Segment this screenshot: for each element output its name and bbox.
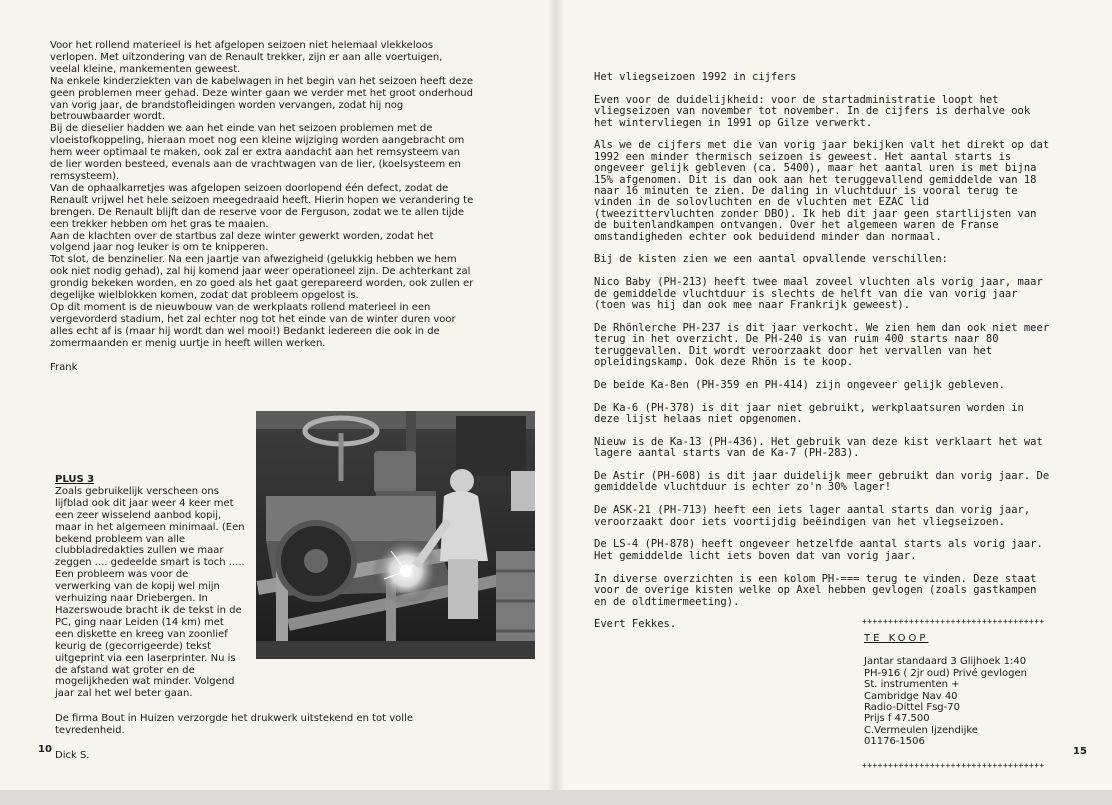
ad-line: PH-916 ( 2jr oud) Privé gevlogen xyxy=(864,667,1027,679)
article-signature: Frank xyxy=(50,361,78,373)
rolling-stock-article xyxy=(50,40,475,373)
ad-line: 01176-1506 xyxy=(864,736,925,748)
article-paragraph: Nico Baby (PH-213) heeft twee maal zoveel vluchten als vorig jaar, maar de gemiddelde vluchtduur is slechts de helft van die van vorig jaar (toen was hij dan ook mee naar Frankrijk geweest). xyxy=(594,276,1043,312)
ad-title: TE KOOP xyxy=(864,633,929,644)
article-paragraph: Aan de klachten over de startbus zal deze winter gewerkt worden, zodat het volgend jaar nog leuker is om te knipperen. xyxy=(50,230,434,254)
article-paragraph: De Ka-6 (PH-378) is dit jaar niet gebruikt, werkplaatsuren worden in deze lijst helaas niet opgenomen. xyxy=(594,401,1024,426)
ad-line: Jantar standaard 3 Glijhoek 1:40 xyxy=(864,656,1027,668)
plus3-title: PLUS 3 xyxy=(55,474,95,485)
article-paragraph: Als we de cijfers met die van vorig jaar bekijken valt het direkt op dat 1992 een minder thermisch seizoen is geweest. Het aantal starts is ongeveer gelijk gebleven (ca. 5400), maar het aantal uren is met bijna 15% afgenomen. Dit is dan ook aan het teruggevallend gemiddelde van 18 naar 16 minuten te zien. De daling in vluchtduur is vooral terug te vinden in de solovluchten en de vluchten met EZAC lid (tweezittervluchten zonder DBO). Ik heb dit jaar geen startlijsten van de buitenlandkampen ontvangen. Over het algemeen waren de Franse omstandigheden echter ook beduidend minder dan normaal. xyxy=(594,139,1050,243)
divider-top: +++++++++++++++++++++++++++++++++++ xyxy=(862,617,1045,626)
plus3-closing-block xyxy=(55,713,475,737)
article-paragraph: Van de ophaalkarretjes was afgelopen seizoen doorlopend één defect, zodat de Renault vrijwel het hele seizoen meegedraaid heeft. Hierin hopen we verandering te brengen. De Renault blijft dan de reserve voor de Ferguson, zodat we te allen tijde een trekker hebben om het gras te maaien. xyxy=(50,182,474,230)
divider-bottom: +++++++++++++++++++++++++++++++++++ xyxy=(862,761,1045,770)
article-paragraph: Even voor de duidelijkheid: voor de startadministratie loopt het vliegseizoen van november tot november. In de cijfers is derhalve ook het wintervliegen in 1991 op Gilze verwerkt. xyxy=(594,93,1031,129)
ad-line: St. instrumenten + xyxy=(864,679,960,691)
plus3-signature: Dick S. xyxy=(55,750,90,761)
bottom-shadow xyxy=(0,790,1112,805)
article-signature: Evert Fekkes. xyxy=(594,618,677,631)
ad-line: Radio-Dittel Fsg-70 xyxy=(864,702,960,714)
for-sale-ad xyxy=(864,633,1074,748)
article-paragraph: De LS-4 (PH-878) heeft ongeveer hetzelfde aantal starts als vorig jaar. Het gemiddelde licht iets boven dat van vorig jaar. xyxy=(594,538,1043,562)
plus3-closing: De firma Bout in Huizen verzorgde het drukwerk uitstekend en tot volle tevredenheid. xyxy=(55,713,414,736)
plus3-section xyxy=(55,474,245,700)
article-paragraph: De beide Ka-8en (PH-359 en PH-414) zijn ongeveer gelijk gebleven. xyxy=(594,378,1005,391)
article-paragraph: Op dit moment is de nieuwbouw van de werkplaats rollend materieel in een vergevorderd stadium, het zal echter nog tot het einde van de winter duren voor alles echt af is (maar hij wordt dan wel mooi!) Bedankt iedereen die ook in de zomermaanden er menig uurtje in heeft willen werken. xyxy=(50,301,456,349)
article-title: Het vliegseizoen 1992 in cijfers xyxy=(594,71,797,83)
article-paragraph: Na enkele kinderziekten van de kabelwagen in het begin van het seizoen heeft deze geen problemen meer gehad. Deze winter gaan we verder met het groot onderhoud van vorig jaar, de brandstofleidingen worden vervangen, zodat hij nog betrouwbaarder wordt. xyxy=(50,75,473,123)
welding-tractor-illustration xyxy=(256,411,535,659)
plus3-body: Zoals gebruikelijk verscheen ons lijfblad ook dit jaar weer 4 keer met een zeer wisselend aanbod kopij, maar in het algemeen minimaal. (Een bekend probleem van alle clubbladredakties zullen we maar zeggen .... gedeelde smart is toch ..... Een probleem was voor de verwerking van de kopij wel mijn verhuizing naar Driebergen. In Hazerswoude bracht ik de tekst in de PC, ging naar Leiden (14 km) met een diskette en kreeg van zoonlief keurig de (gecorrigeerde) tekst uitgeprint via een laserprinter. Nu is de afstand wat groter en de mogelijkheden wat minder. Volgend jaar zal het wel beter gaan. xyxy=(55,485,245,700)
article-paragraph: Nieuw is de Ka-13 (PH-436). Het gebruik van deze kist verklaart het wat lagere aantal starts van de Ka-7 (PH-283). xyxy=(594,435,1043,460)
article-paragraph: De Rhönlerche PH-237 is dit jaar verkocht. We zien hem dan ook niet meer terug in het overzicht. De PH-240 is van ruim 400 starts naar 80 teruggevallen. Dit wordt veroorzaakt door het vervallen van het opleidingskamp. Ook deze Rhön is te koop. xyxy=(594,321,1050,369)
article-paragraph: De Astir (PH-608) is dit jaar duidelijk meer gebruikt dan vorig jaar. De gemiddelde vluchtduur is echter zo'n 30% lager! xyxy=(594,470,1050,494)
page-gutter xyxy=(548,0,564,805)
article-paragraph: In diverse overzichten is een kolom PH-=== terug te vinden. Deze staat voor de overige kisten welke op Axel hebben gevlogen (zoals gastkampen en de oldtimermeeting). xyxy=(594,572,1037,608)
flight-season-article xyxy=(594,72,1054,631)
ad-line: Cambridge Nav 40 xyxy=(864,690,958,702)
article-paragraph: Bij de dieselier hadden we aan het einde van het seizoen problemen met de vloeistofkoppeling, hieraan moet nog een kleine wijziging worden aangebracht om hem weer optimaal te maken, ook zal er extra aandacht aan het remsysteem van de lier worden besteed, evenals aan de vrachtwagen van de lier, (koelsysteem en remsysteem). xyxy=(50,123,465,182)
page-number-left: 10 xyxy=(38,744,52,755)
ad-line: Prijs f 47.500 xyxy=(864,713,930,725)
article-paragraph: De ASK-21 (PH-713) heeft een iets lager aantal starts dan vorig jaar, veroorzaakt door iets voortijdig beëindigen van het vliegseizoen. xyxy=(594,504,1031,528)
page-number-right: 15 xyxy=(1073,746,1087,757)
ad-line: C.Vermeulen Ijzendijke xyxy=(864,724,978,736)
article-paragraph: Tot slot, de benzinelier. Na een jaartje van afwezigheid (gelukkig hebben we hem ook niet nodig gehad), zal hij komend jaar weer operationeel zijn. De achterkant zal grondig bekeken worden, en zo goed als het gaat gerepareerd worden, ook zullen er degelijke wielblokken komen, zodat dat probleem opgelost is. xyxy=(50,254,474,302)
article-paragraph: Voor het rollend materieel is het afgelopen seizoen niet helemaal vlekkeloos verlopen. Met uitzondering van de Renault trekker, zijn er aan alle voertuigen, veelal kleine, mankementen geweest. xyxy=(50,40,443,75)
article-paragraph: Bij de kisten zien we een aantal opvallende verschillen: xyxy=(594,253,949,266)
workshop-photo xyxy=(256,411,535,659)
